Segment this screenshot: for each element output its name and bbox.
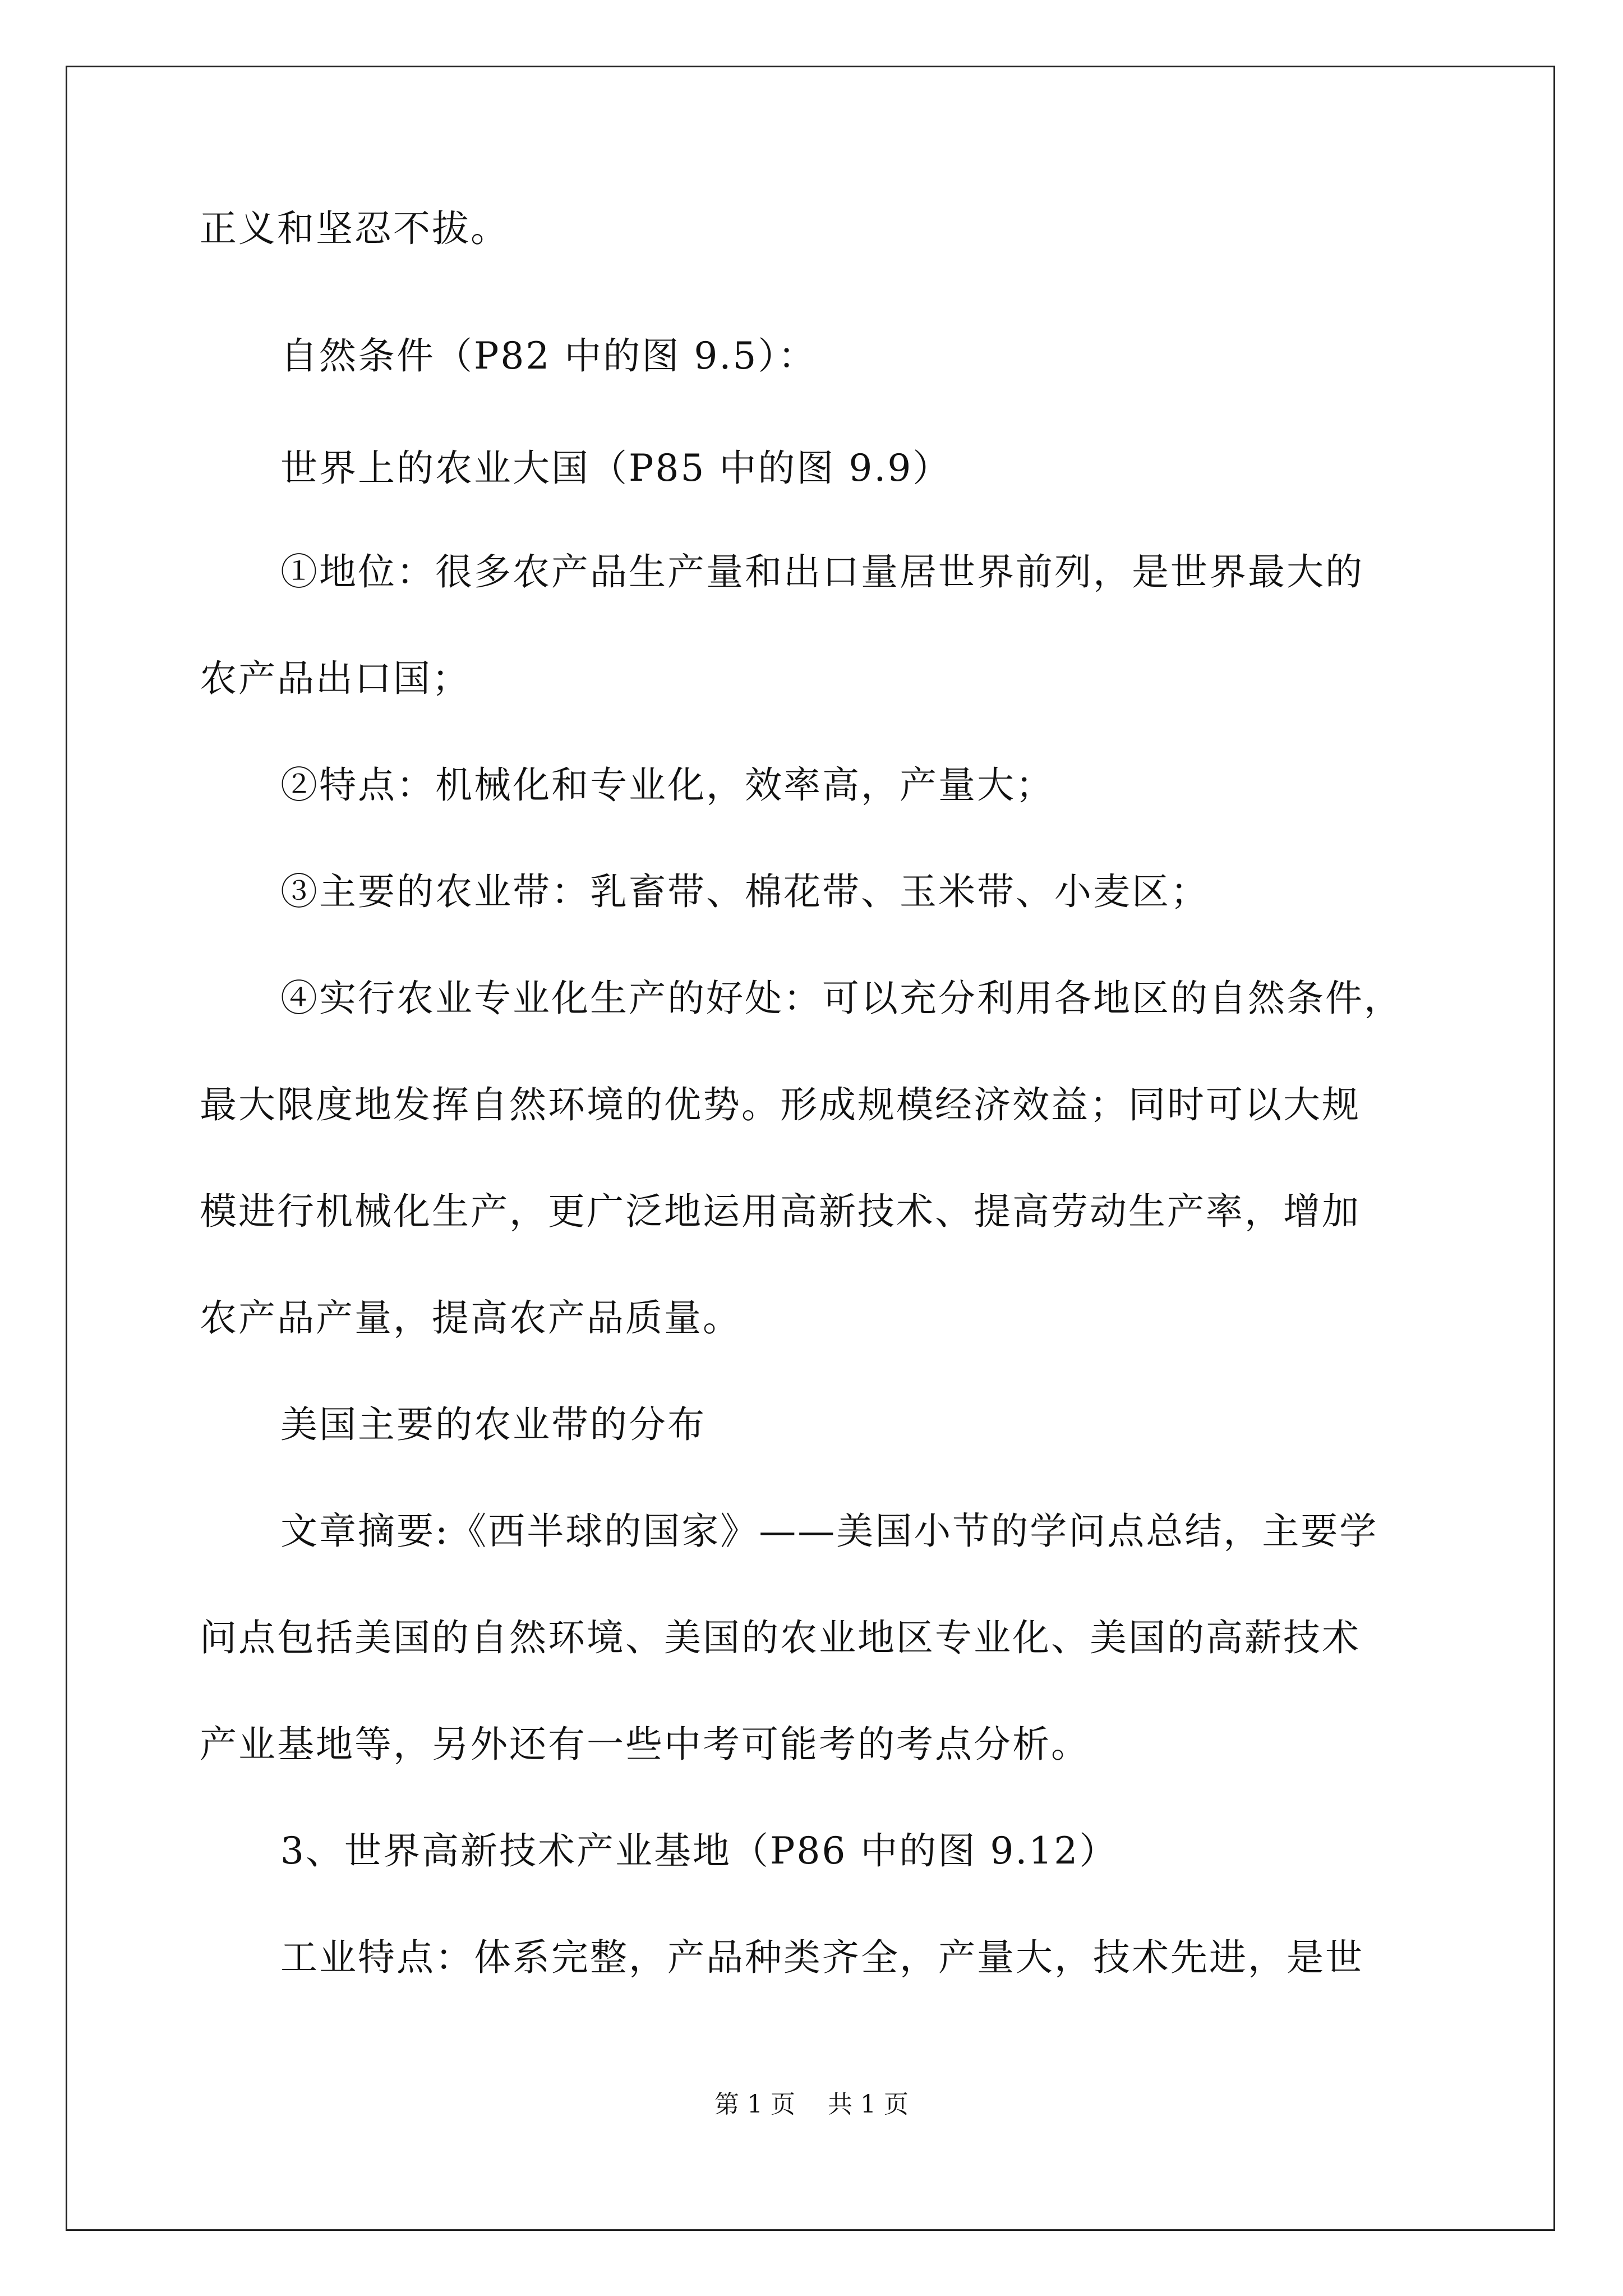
text-line: 自然条件（P82 中的图 9.5）： — [280, 334, 817, 378]
text-line: ③主要的农业带：乳畜带、棉花带、玉米带、小麦区； — [280, 870, 1209, 913]
text-line: 正义和坚忍不拔。 — [200, 207, 509, 250]
text-line: 模进行机械化生产，更广泛地运用高新技术、提高劳动生产率，增加 — [200, 1190, 1361, 1233]
text-line: 工业特点：体系完整，产品种类齐全，产量大，技术先进，是世 — [280, 1936, 1364, 1979]
text-line: 农产品产量，提高农产品质量。 — [200, 1296, 741, 1340]
text-line: 美国主要的农业带的分布 — [280, 1403, 706, 1446]
text-line: 最大限度地发挥自然环境的优势。形成规模经济效益；同时可以大规 — [200, 1083, 1361, 1126]
page-border — [66, 66, 1555, 2231]
text-line: 3、世界高新技术产业基地（P86 中的图 9.12） — [280, 1829, 1118, 1872]
text-line: 文章摘要:《西半球的国家》——美国小节的学问点总结，主要学 — [280, 1510, 1378, 1553]
page-number: 第 1 页 共 1 页 — [714, 2090, 909, 2119]
text-line: ②特点：机械化和专业化，效率高，产量大； — [280, 763, 1054, 807]
text-line: 产业基地等，另外还有一些中考可能考的考点分析。 — [200, 1723, 1090, 1766]
text-line: ①地位：很多农产品生产量和出口量居世界前列，是世界最大的 — [280, 550, 1364, 593]
text-line: 农产品出口国； — [200, 657, 471, 700]
text-line: 世界上的农业大国（P85 中的图 9.9） — [280, 447, 952, 490]
text-line: ④实行农业专业化生产的好处：可以充分利用各地区的自然条件， — [280, 977, 1403, 1020]
text-line: 问点包括美国的自然环境、美国的农业地区专业化、美国的高薪技术 — [200, 1616, 1361, 1659]
